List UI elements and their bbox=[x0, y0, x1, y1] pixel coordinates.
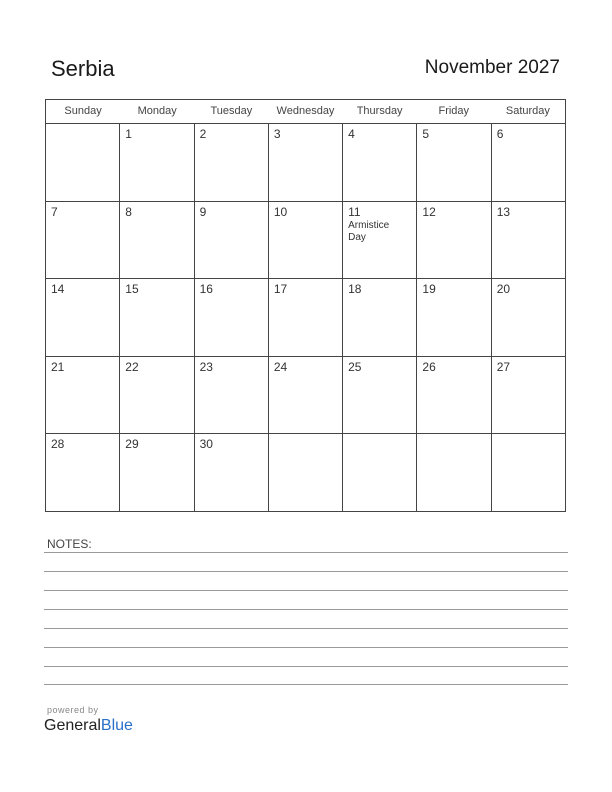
calendar-day-cell bbox=[343, 357, 417, 434]
calendar-day-cell bbox=[195, 202, 269, 279]
notes-line bbox=[44, 609, 568, 610]
calendar-day-cell bbox=[120, 202, 194, 279]
weekday-saturday: Saturday bbox=[505, 105, 550, 117]
country-title: Serbia bbox=[51, 56, 115, 81]
calendar-day-cell bbox=[417, 279, 491, 356]
calendar-weeks bbox=[46, 124, 565, 511]
day-number: 10 bbox=[273, 204, 288, 219]
day-number: 29 bbox=[125, 437, 139, 452]
calendar-day-cell bbox=[195, 357, 269, 434]
calendar-grid bbox=[45, 99, 566, 512]
day-number: 20 bbox=[496, 282, 511, 297]
weekday-friday: Friday bbox=[438, 105, 470, 117]
generalblue-logo[interactable] bbox=[44, 717, 133, 735]
calendar-day-cell bbox=[492, 434, 565, 511]
day-number: 27 bbox=[496, 359, 511, 374]
calendar-week-row bbox=[46, 202, 565, 280]
calendar-day-cell bbox=[46, 357, 120, 434]
day-number: 25 bbox=[348, 359, 362, 374]
day-number: 26 bbox=[422, 359, 436, 374]
day-number: 23 bbox=[199, 359, 213, 374]
notes-line bbox=[44, 590, 568, 591]
day-number: 22 bbox=[125, 359, 139, 374]
notes-line bbox=[44, 552, 568, 553]
day-number: 30 bbox=[199, 437, 213, 452]
day-number: 5 bbox=[422, 127, 430, 141]
calendar-day-cell bbox=[417, 124, 491, 201]
calendar-day-cell bbox=[269, 124, 343, 201]
day-number: 17 bbox=[273, 282, 288, 297]
calendar-day-cell bbox=[46, 202, 120, 279]
day-number: 13 bbox=[496, 204, 511, 219]
day-number: 15 bbox=[125, 282, 139, 297]
month-year-title: November 2027 bbox=[424, 57, 560, 78]
calendar-day-cell bbox=[492, 202, 565, 279]
calendar-day-cell bbox=[195, 124, 269, 201]
calendar-day-cell bbox=[120, 357, 194, 434]
calendar-day-cell bbox=[46, 279, 120, 356]
calendar-day-cell bbox=[195, 434, 269, 511]
calendar-day-cell bbox=[269, 357, 343, 434]
calendar-day-cell bbox=[343, 279, 417, 356]
holiday-label: Armistice Day bbox=[348, 219, 390, 243]
day-number: 8 bbox=[125, 204, 132, 219]
day-number: 19 bbox=[422, 282, 436, 297]
calendar-day-cell bbox=[492, 279, 565, 356]
notes-label: NOTES: bbox=[47, 537, 92, 551]
day-number: 16 bbox=[199, 282, 213, 297]
notes-line bbox=[44, 684, 568, 685]
calendar-day-cell bbox=[120, 124, 194, 201]
calendar-day-cell bbox=[417, 434, 491, 511]
day-number: 18 bbox=[348, 282, 362, 297]
calendar-day-cell bbox=[492, 124, 565, 201]
day-number: 21 bbox=[51, 359, 65, 374]
calendar-day-cell bbox=[195, 279, 269, 356]
weekday-thursday: Thursday bbox=[356, 105, 403, 117]
weekday-monday: Monday bbox=[137, 105, 177, 117]
weekday-header-row bbox=[46, 100, 565, 124]
day-number: 1 bbox=[125, 127, 132, 141]
calendar-day-cell bbox=[343, 124, 417, 201]
weekday-wednesday: Wednesday bbox=[276, 105, 335, 117]
day-number: 7 bbox=[51, 204, 58, 219]
weekday-tuesday: Tuesday bbox=[210, 105, 253, 117]
day-number: 28 bbox=[51, 437, 65, 452]
calendar-day-cell bbox=[269, 434, 343, 511]
calendar-day-cell bbox=[120, 434, 194, 511]
calendar-day-cell bbox=[46, 124, 120, 201]
brand-blue-text: Blue bbox=[100, 717, 133, 734]
notes-line bbox=[44, 571, 568, 572]
calendar-day-cell bbox=[492, 357, 565, 434]
calendar-day-cell bbox=[269, 279, 343, 356]
day-number: 2 bbox=[199, 127, 207, 141]
calendar-day-cell bbox=[269, 202, 343, 279]
calendar-day-cell bbox=[417, 202, 491, 279]
day-number: 24 bbox=[273, 359, 288, 374]
day-number: 3 bbox=[273, 127, 281, 141]
notes-line bbox=[44, 647, 568, 648]
day-number: 14 bbox=[51, 282, 65, 297]
day-number: 9 bbox=[199, 204, 207, 219]
calendar-week-row bbox=[46, 434, 565, 511]
notes-line bbox=[44, 628, 568, 629]
notes-line bbox=[44, 666, 568, 667]
weekday-sunday: Sunday bbox=[64, 105, 102, 117]
day-number: 4 bbox=[348, 127, 355, 141]
calendar-day-cell bbox=[120, 279, 194, 356]
brand-general-text: General bbox=[44, 717, 101, 734]
calendar-day-cell bbox=[343, 434, 417, 511]
calendar-week-row bbox=[46, 124, 565, 202]
powered-by-text: powered by bbox=[47, 705, 99, 715]
day-number: 12 bbox=[422, 204, 436, 219]
day-number: 11 bbox=[348, 204, 361, 219]
calendar-week-row bbox=[46, 357, 565, 435]
day-number: 6 bbox=[496, 127, 504, 141]
calendar-day-cell bbox=[46, 434, 120, 511]
calendar-week-row bbox=[46, 279, 565, 357]
calendar-day-cell bbox=[343, 202, 417, 279]
calendar-day-cell bbox=[417, 357, 491, 434]
